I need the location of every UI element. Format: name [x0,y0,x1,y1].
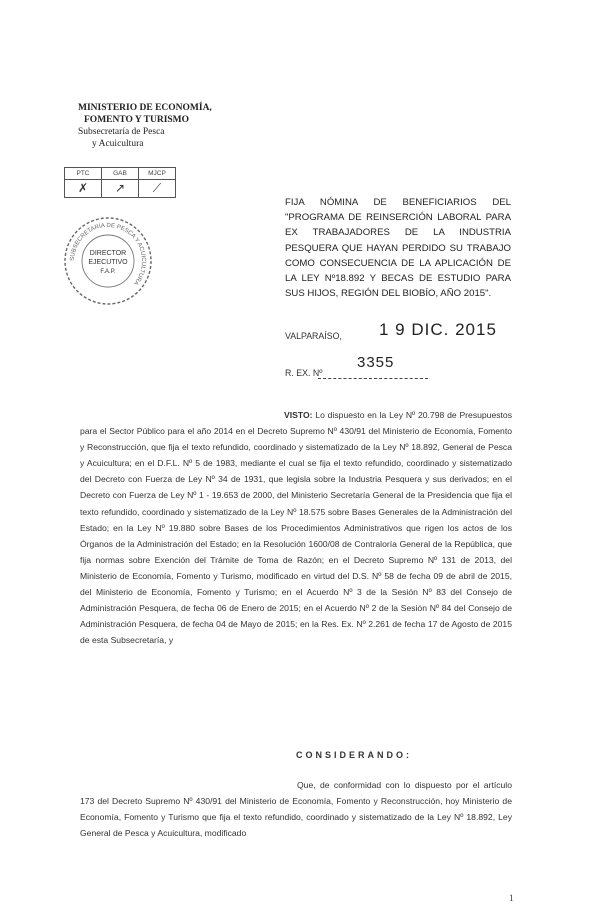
rex-number-line [318,378,428,379]
approval-label-gab: GAB [102,168,139,180]
subsecretaria-line1: Subsecretaría de Pesca [78,127,165,137]
seal-center-line3: F.A.P. [100,269,116,275]
visto-lead: VISTO: [284,410,313,420]
date-stamp: 1 9 DIC. 2015 [379,320,497,339]
resolution-title: FIJA NÓMINA DE BENEFICIARIOS DEL "PROGRAMA DE REINSERCIÓN LABORAL PARA EX TRABAJADORES DE LA INDUSTRIA PESQUERA QUE HAYAN PERDIDO SU TRABAJO COMO CONSECUENCIA DE LA APLICACIÓN DE LA LEY Nº18.892 Y BECAS DE ESTUDIO PARA SUS HIJOS, REGIÓN DEL BIOBÍO, AÑO 2015". [285,197,511,300]
approval-mark-2: ↗ [102,180,139,198]
seal-ring-text: SUBSECRETARÍA DE PESCA Y ACUICULTURA [69,222,147,286]
page-number: 1 [509,893,514,903]
approval-initials-table [64,167,176,198]
approval-label-ptc: PTC [65,168,102,180]
approval-label-mjcp: MJCP [139,168,176,180]
rex-label: R. EX. Nº [285,368,323,378]
visto-paragraph [80,407,512,648]
ministry-header [78,102,212,150]
approval-mark-1: ✗ [65,180,102,198]
place-label: VALPARAÍSO, [285,331,342,341]
rex-number-stamp: 3355 [357,354,395,371]
subsecretaria-line2: y Acuicultura [92,139,144,149]
considerando-paragraph: Que, de conformidad con lo dispuesto por el artículo 173 del Decreto Supremo Nº 430/91 del Ministerio de Economía, Fomento y Reconstrucción, hoy Ministerio de Economía, Fomento y Turismo que fija el texto refundido, coordinado y sistematizado de la Ley Nº 18.892, Ley General de Pesca y Acuicultura, modificado [80,780,512,839]
official-seal [62,215,154,307]
seal-center-line1: DIRECTOR [89,250,127,257]
visto-text: Lo dispuesto en la Ley Nº 20.798 de Presupuestos para el Sector Público para el año 2014 en el Decreto Supremo Nº 430/91 del Ministerio de Economía, Fomento y Reconstrucción, que fija el texto refundido, coordinado y sistematizado de la Ley Nº 18.892, General de Pesca y Acuicultura; en el D.F.L. Nº 5 de 1983, mediante el cual se fija el texto refundido, coordinado y sistematizado del Decreto con Fuerza de Ley Nº 34 de 1931, que legisla sobre la Industria Pesquera y sus derivados; en el Decreto con Fuerza de Ley Nº 1 - 19.653 de 2000, del Ministerio Secretaría General de la Presidencia que fija el texto refundido, coordinado y sistematizado de la Ley Nº 18.575 sobre Bases Generales de la Administración del Estado; en la Ley Nº 19.880 sobre Bases de los Procedimientos Administrativos que rigen los actos de los Órganos de la Administración del Estado; en la Resolución 1600/08 de Contraloría General de la República, que fija normas sobre Exención del Trámite de Toma de Razón; en el Decreto Supremo Nº 131 de 2013, del Ministerio de Economía, Fomento y Turismo, modificado en virtud del D.S. Nº 58 de fecha 09 de abril de 2015, del Ministerio de Economía, Fomento y Turismo; en el Acuerdo Nº 3 de la Sesión Nº 83 del Consejo de Administración Pesquera, de fecha 06 de Enero de 2015; en el Acuerdo Nº 2 de la Sesión Nº 84 del Consejo de Administración Pesquera, de fecha 04 de Mayo de 2015; en la Res. Ex. Nº 2.261 de fecha 17 de Agosto de 2015 de esta Subsecretaría, y [80,410,512,646]
ministry-name-line2: FOMENTO Y TURISMO [84,115,190,125]
considerando-heading: CONSIDERANDO: [296,750,413,760]
seal-center-line2: EJECUTIVO [88,259,128,266]
ministry-name-line1: MINISTERIO DE ECONOMÍA, [78,103,212,113]
approval-mark-3: ⟋ [139,180,176,198]
